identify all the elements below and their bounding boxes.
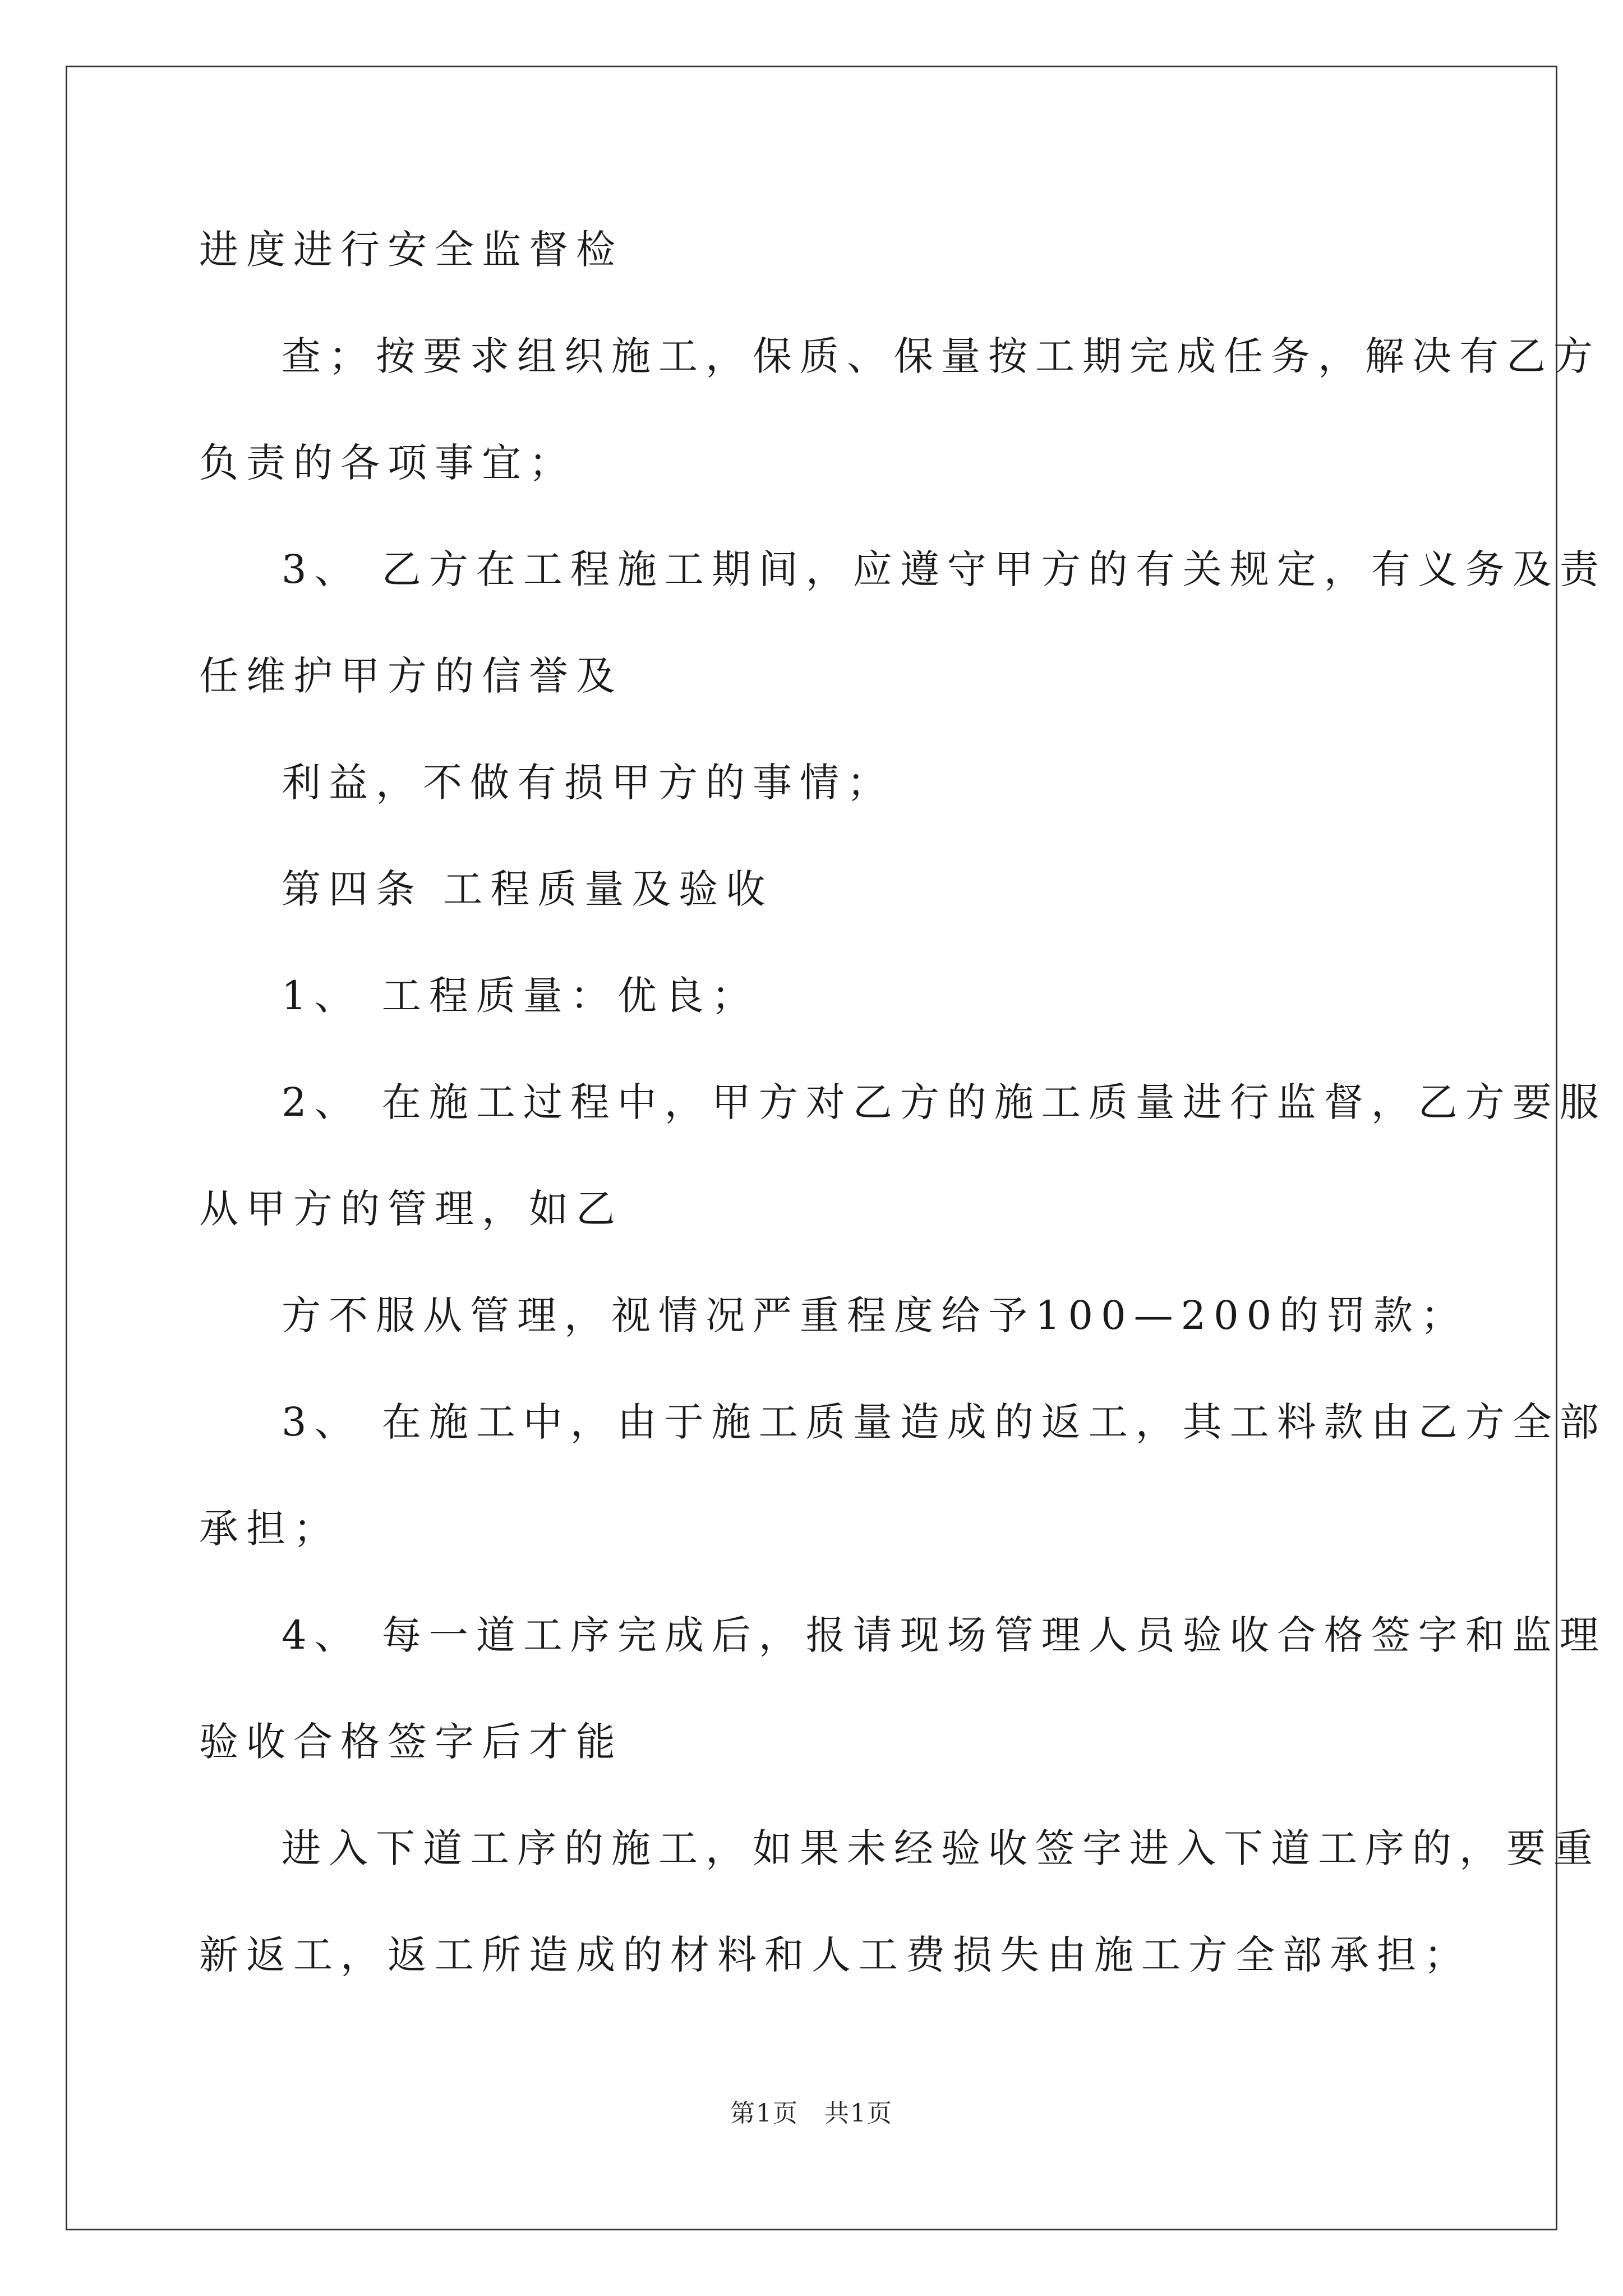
text-line: 进入下道工序的施工，如果未经验收签字进入下道工序的，要重 bbox=[282, 1825, 1601, 1871]
text-line: 3、 乙方在工程施工期间，应遵守甲方的有关规定，有义务及责 bbox=[282, 546, 1607, 592]
text-line: 第四条 工程质量及验收 bbox=[282, 866, 773, 912]
text-line: 方不服从管理，视情况严重程度给予100—200的罚款； bbox=[282, 1292, 1468, 1338]
page-footer: 第1页 共1页 bbox=[730, 2099, 893, 2128]
text-line: 新返工，返工所造成的材料和人工费损失由施工方全部承担； bbox=[199, 1932, 1471, 1978]
text-line: 承担； bbox=[199, 1506, 340, 1552]
text-line: 4、 每一道工序完成后，报请现场管理人员验收合格签字和监理 bbox=[282, 1612, 1607, 1658]
text-line: 1、 工程质量：优良； bbox=[282, 973, 759, 1019]
text-line: 利益，不做有损甲方的事情； bbox=[282, 760, 894, 806]
text-line: 进度进行安全监督检 bbox=[199, 227, 623, 273]
text-line: 任维护甲方的信誉及 bbox=[199, 653, 623, 699]
text-line: 从甲方的管理，如乙 bbox=[199, 1186, 623, 1232]
text-line: 2、 在施工过程中，甲方对乙方的施工质量进行监督，乙方要服 bbox=[282, 1079, 1607, 1125]
text-line: 3、 在施工中，由于施工质量造成的返工，其工料款由乙方全部 bbox=[282, 1399, 1607, 1445]
page-border bbox=[66, 66, 1557, 2230]
text-line: 负责的各项事宜； bbox=[199, 440, 576, 486]
text-line: 查；按要求组织施工，保质、保量按工期完成任务，解决有乙方 bbox=[282, 333, 1601, 379]
text-line: 验收合格签字后才能 bbox=[199, 1719, 623, 1765]
